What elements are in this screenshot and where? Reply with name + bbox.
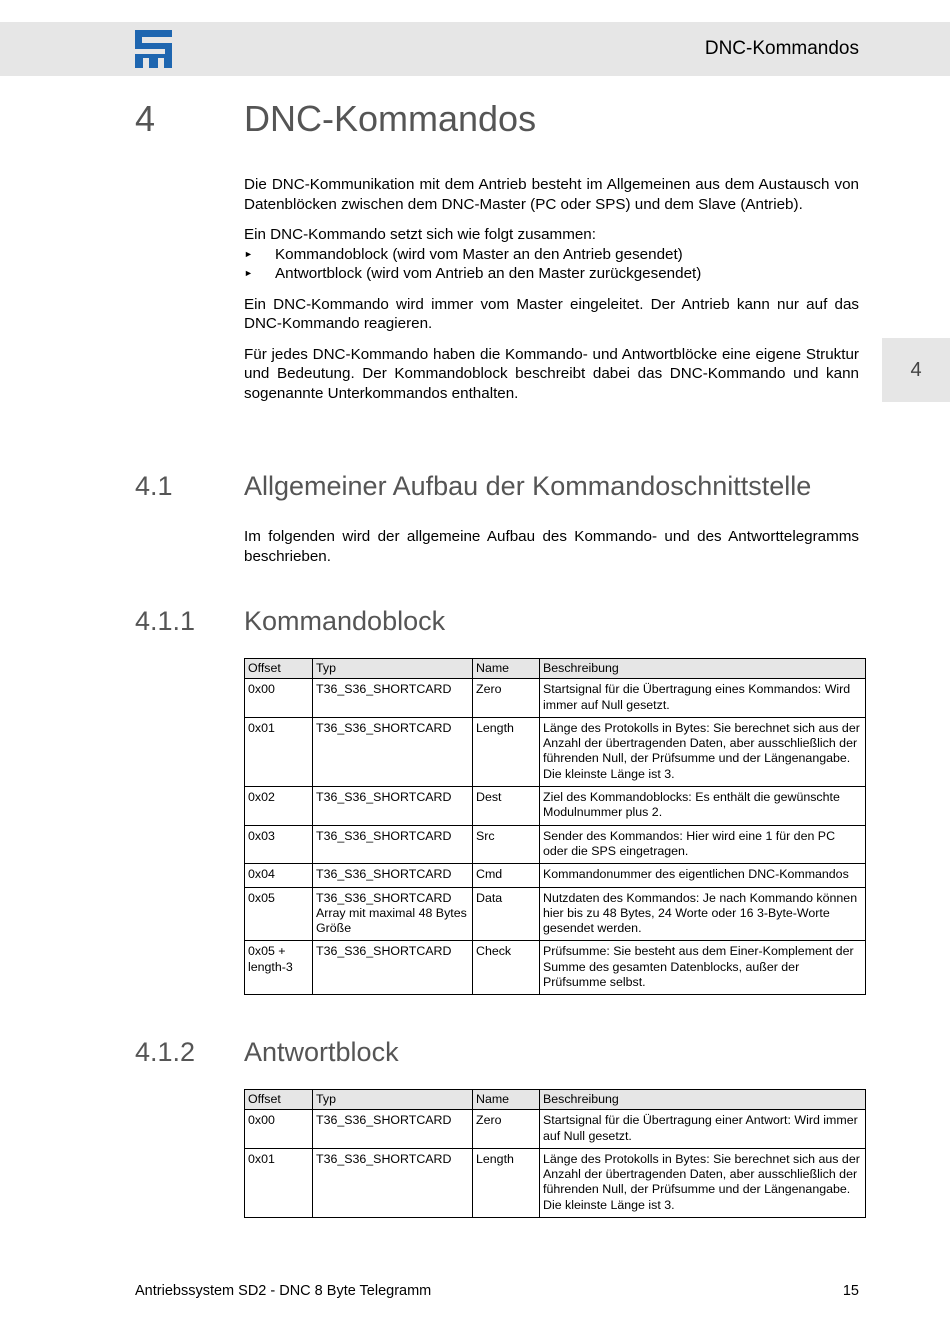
cell-offset: 0x01 bbox=[245, 1148, 313, 1217]
response-block-table bbox=[244, 1089, 866, 1218]
page-number: 15 bbox=[842, 1283, 859, 1299]
cell-offset: 0x00 bbox=[245, 679, 313, 718]
bullet-list bbox=[244, 245, 859, 284]
cell-offset: 0x05 + length-3 bbox=[245, 941, 313, 995]
list-item: ► Antwortblock (wird vom Antrieb an den Master zurückgesendet) bbox=[244, 265, 702, 282]
cell-description: Nutzdaten des Kommandos: Je nach Kommando können hier bis zu 48 Bytes, 24 Worte oder 16 3-Byte-Worte gesendet werden. bbox=[540, 887, 866, 941]
section-number: 4.1 bbox=[135, 471, 173, 501]
table-row bbox=[245, 1148, 866, 1217]
cell-type: T36_S36_SHORTCARD bbox=[313, 864, 473, 887]
column-header: Offset bbox=[245, 1090, 313, 1110]
paragraph: Die DNC-Kommunikation mit dem Antrieb besteht im Allgemeinen aus dem Austausch von Datenblöcken zwischen dem DNC-Master (PC oder SPS) und dem Slave (Antrieb). bbox=[244, 176, 859, 213]
cell-offset: 0x00 bbox=[245, 1110, 313, 1149]
subsection-number: 4.1.1 bbox=[135, 606, 196, 636]
table-row bbox=[245, 825, 866, 864]
cell-type: T36_S36_SHORTCARD bbox=[313, 1148, 473, 1217]
company-logo bbox=[135, 30, 172, 68]
cell-type: T36_S36_SHORTCARD bbox=[313, 717, 473, 786]
subsection-title: Kommandoblock bbox=[244, 606, 446, 636]
paragraph: Für jedes DNC-Kommando haben die Kommando- und Antwortblöcke eine eigene Struktur und Bedeutung. Der Kommandoblock beschreibt dabei das DNC-Kommando und kann sogenannte Unterkommandos enthalten. bbox=[244, 345, 859, 402]
footer-document-title: Antriebssystem SD2 - DNC 8 Byte Telegramm bbox=[135, 1283, 432, 1299]
cell-name: Zero bbox=[473, 679, 540, 718]
cell-type: T36_S36_SHORTCARD bbox=[313, 679, 473, 718]
cell-offset: 0x05 bbox=[245, 887, 313, 941]
cell-description: Startsignal für die Übertragung eines Kommandos: Wird immer auf Null gesetzt. bbox=[540, 679, 866, 718]
cell-name: Src bbox=[473, 825, 540, 864]
cell-description: Sender des Kommandos: Hier wird eine 1 für den PC oder die SPS eingetragen. bbox=[540, 825, 866, 864]
cell-name: Check bbox=[473, 941, 540, 995]
cell-offset: 0x01 bbox=[245, 717, 313, 786]
subsection-title: Antwortblock bbox=[244, 1037, 399, 1067]
table-row bbox=[245, 1110, 866, 1149]
cell-name: Zero bbox=[473, 1110, 540, 1149]
column-header: Beschreibung bbox=[540, 659, 866, 679]
paragraph: Ein DNC-Kommando wird immer vom Master eingeleitet. Der Antrieb kann nur auf das DNC-Kommando reagieren. bbox=[244, 295, 859, 332]
cell-description: Länge des Protokolls in Bytes: Sie berechnet sich aus der Anzahl der übertragenden Daten, aber ausschließlich der führenden Null, der Prüfsumme und der Längenangabe. Die kleinste Länge ist 3. bbox=[540, 717, 866, 786]
table-header-row bbox=[245, 659, 866, 679]
cell-name: Length bbox=[473, 717, 540, 786]
header-title: DNC-Kommandos bbox=[704, 38, 859, 59]
column-header: Offset bbox=[245, 659, 313, 679]
cell-name: Data bbox=[473, 887, 540, 941]
column-header: Typ bbox=[313, 659, 473, 679]
cell-type: T36_S36_SHORTCARD bbox=[313, 941, 473, 995]
cell-type: T36_S36_SHORTCARD bbox=[313, 825, 473, 864]
table-header-row bbox=[245, 1090, 866, 1110]
cell-offset: 0x03 bbox=[245, 825, 313, 864]
bullet-arrow-icon: ► bbox=[244, 268, 253, 278]
chapter-number: 4 bbox=[135, 98, 156, 139]
subsection-number: 4.1.2 bbox=[135, 1037, 196, 1067]
table-row bbox=[245, 787, 866, 826]
table-row bbox=[245, 679, 866, 718]
bullet-arrow-icon: ► bbox=[244, 248, 253, 259]
cell-name: Length bbox=[473, 1148, 540, 1217]
cell-offset: 0x04 bbox=[245, 864, 313, 887]
table-row bbox=[245, 941, 866, 995]
cell-name: Cmd bbox=[473, 864, 540, 887]
column-header: Name bbox=[473, 659, 540, 679]
cell-type: T36_S36_SHORTCARD bbox=[313, 787, 473, 826]
table-row bbox=[245, 864, 866, 887]
cell-type: T36_S36_SHORTCARD Array mit maximal 48 Bytes Größe bbox=[313, 887, 473, 941]
cell-description: Ziel des Kommandoblocks: Es enthält die gewünschte Modulnummer plus 2. bbox=[540, 787, 866, 826]
table-row bbox=[245, 887, 866, 941]
cell-description: Prüfsumme: Sie besteht aus dem Einer-Komplement der Summe des gesamten Datenblocks, außer der Prüfsumme selbst. bbox=[540, 941, 866, 995]
cell-description: Länge des Protokolls in Bytes: Sie berechnet sich aus der Anzahl der übertragenden Daten, aber ausschließlich der führenden Null, der Prüfsumme und der Längenangabe. Die kleinste Länge ist 3. bbox=[540, 1148, 866, 1217]
command-block-table bbox=[244, 658, 866, 995]
paragraph: Ein DNC-Kommando setzt sich wie folgt zusammen: bbox=[244, 226, 596, 243]
section-text: Im folgenden wird der allgemeine Aufbau des Kommando- und des Antworttelegramms beschrieben. bbox=[244, 528, 859, 565]
column-header: Typ bbox=[313, 1090, 473, 1110]
cell-description: Kommandonummer des eigentlichen DNC-Kommandos bbox=[540, 864, 866, 887]
chapter-side-tab: 4 bbox=[882, 338, 950, 402]
cell-offset: 0x02 bbox=[245, 787, 313, 826]
cell-name: Dest bbox=[473, 787, 540, 826]
section-title: Allgemeiner Aufbau der Kommandoschnittstelle bbox=[244, 471, 812, 501]
column-header: Name bbox=[473, 1090, 540, 1110]
column-header: Beschreibung bbox=[540, 1090, 866, 1110]
chapter-title: DNC-Kommandos bbox=[244, 98, 537, 139]
cell-type: T36_S36_SHORTCARD bbox=[313, 1110, 473, 1149]
list-item: ► Kommandoblock (wird vom Master an den Antrieb gesendet) bbox=[244, 245, 683, 263]
chapter-intro bbox=[244, 175, 859, 403]
cell-description: Startsignal für die Übertragung einer Antwort: Wird immer auf Null gesetzt. bbox=[540, 1110, 866, 1149]
table-row bbox=[245, 717, 866, 786]
